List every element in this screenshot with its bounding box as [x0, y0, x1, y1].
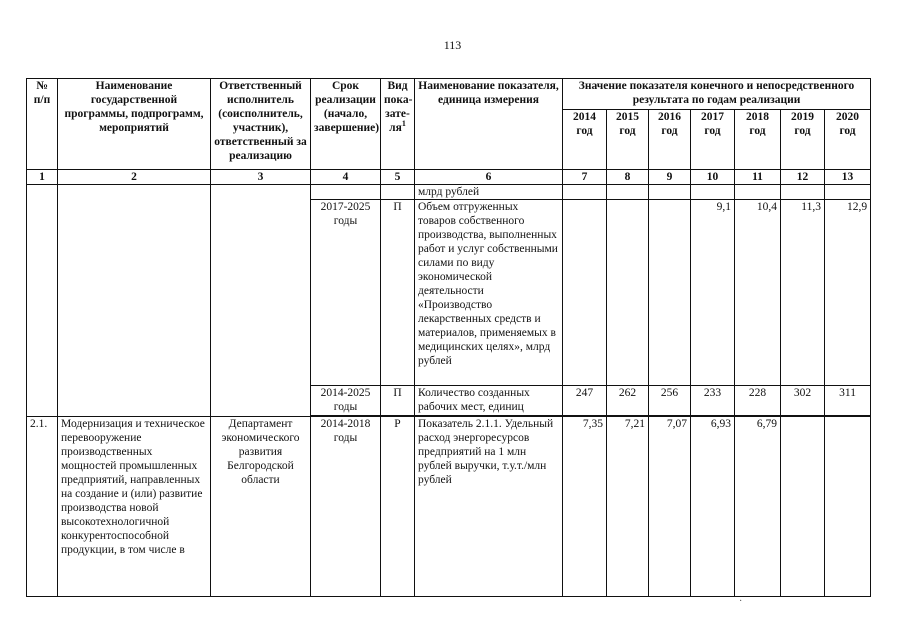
row-type: П [381, 200, 415, 386]
header-year: 2019 год [781, 110, 825, 170]
header-year: 2018 год [735, 110, 781, 170]
column-number-row [27, 170, 871, 185]
table-row [27, 185, 871, 200]
row-value [607, 185, 649, 200]
row-value [649, 185, 691, 200]
row-value [781, 417, 825, 597]
row-value [563, 185, 607, 200]
row-value [607, 200, 649, 386]
header-indicator: Наименование показателя, единица измерения [415, 79, 563, 170]
row-value: 302 [781, 386, 825, 416]
header-year: 2014 год [563, 110, 607, 170]
page-number: 113 [443, 38, 462, 52]
column-number: 2 [58, 170, 211, 185]
column-number: 4 [311, 170, 381, 185]
header-term: Срок реализации (начало, завершение) [311, 79, 381, 170]
row-name: Модернизация и техническое перевооружение производственных мощностей промышленных предприятий, направленных на создание и (или) развитие производства новой высокотехнологичной конкурентоспособной продукции, в том числе в [58, 417, 211, 597]
header-values-group: Значение показателя конечного и непосредственного результата по годам реализации [563, 79, 871, 110]
row-term: 2014-2025 годы [311, 386, 381, 416]
row-term [311, 185, 381, 200]
row-value: 6,93 [691, 417, 735, 597]
row-value [563, 200, 607, 386]
column-number: 10 [691, 170, 735, 185]
row-indicator: Объем отгруженных товаров собственного производства, выполненных работ и услуг собственными силами по виду экономической деятельности «Производство лекарственных средств и материалов, применяемых в медицинских целях», млрд рублей [415, 200, 563, 386]
table-row [27, 417, 871, 597]
column-number: 5 [381, 170, 415, 185]
row-value: 233 [691, 386, 735, 416]
row-term: 2017-2025 годы [311, 200, 381, 386]
column-number: 9 [649, 170, 691, 185]
header-year: 2020 год [825, 110, 871, 170]
row-responsible [211, 185, 311, 417]
row-responsible: Департамент экономического развития Белгородской области [211, 417, 311, 597]
row-indicator: Показатель 2.1.1. Удельный расход энергоресурсов предприятий на 1 млн рублей выручки, т.у.т./млн рублей [415, 417, 563, 597]
row-value [735, 185, 781, 200]
header-name: Наименование государственной программы, подпрограмм, мероприятий [58, 79, 211, 170]
header-num: № п/п [27, 79, 58, 170]
row-value [649, 200, 691, 386]
column-number: 6 [415, 170, 563, 185]
column-number: 11 [735, 170, 781, 185]
row-value: 6,79 [735, 417, 781, 597]
header-type [381, 79, 415, 170]
row-value: 247 [563, 386, 607, 416]
row-value [691, 185, 735, 200]
row-value: 12,9 [825, 200, 871, 386]
row-value [825, 417, 871, 597]
row-value [825, 185, 871, 200]
header-year: 2015 год [607, 110, 649, 170]
header-type-text: Вид пока-зате-ля [384, 80, 413, 134]
row-value [781, 185, 825, 200]
row-num [27, 185, 58, 417]
row-value: 9,1 [691, 200, 735, 386]
row-value: 228 [735, 386, 781, 416]
column-number: 8 [607, 170, 649, 185]
column-number: 1 [27, 170, 58, 185]
row-value: 10,4 [735, 200, 781, 386]
row-term: 2014-2018 годы [311, 417, 381, 597]
row-type: П [381, 386, 415, 416]
stray-mark: · [739, 596, 743, 607]
row-value: 311 [825, 386, 871, 416]
header-type-footnote: 1 [401, 119, 406, 129]
row-value: 262 [607, 386, 649, 416]
row-type: Р [381, 417, 415, 597]
indicators-table [26, 78, 871, 597]
column-number: 12 [781, 170, 825, 185]
row-value: 11,3 [781, 200, 825, 386]
row-value: 256 [649, 386, 691, 416]
column-number: 7 [563, 170, 607, 185]
header-year: 2017 год [691, 110, 735, 170]
row-indicator: млрд рублей [415, 185, 563, 200]
column-number: 13 [825, 170, 871, 185]
column-number: 3 [211, 170, 311, 185]
row-name [58, 185, 211, 417]
row-value: 7,21 [607, 417, 649, 597]
header-year: 2016 год [649, 110, 691, 170]
row-num: 2.1. [27, 417, 58, 597]
row-value: 7,07 [649, 417, 691, 597]
header-responsible: Ответственный исполнитель (соисполнитель, участник), ответственный за реализацию [211, 79, 311, 170]
row-type [381, 185, 415, 200]
row-value: 7,35 [563, 417, 607, 597]
row-indicator: Количество созданных рабочих мест, единиц [415, 386, 563, 416]
